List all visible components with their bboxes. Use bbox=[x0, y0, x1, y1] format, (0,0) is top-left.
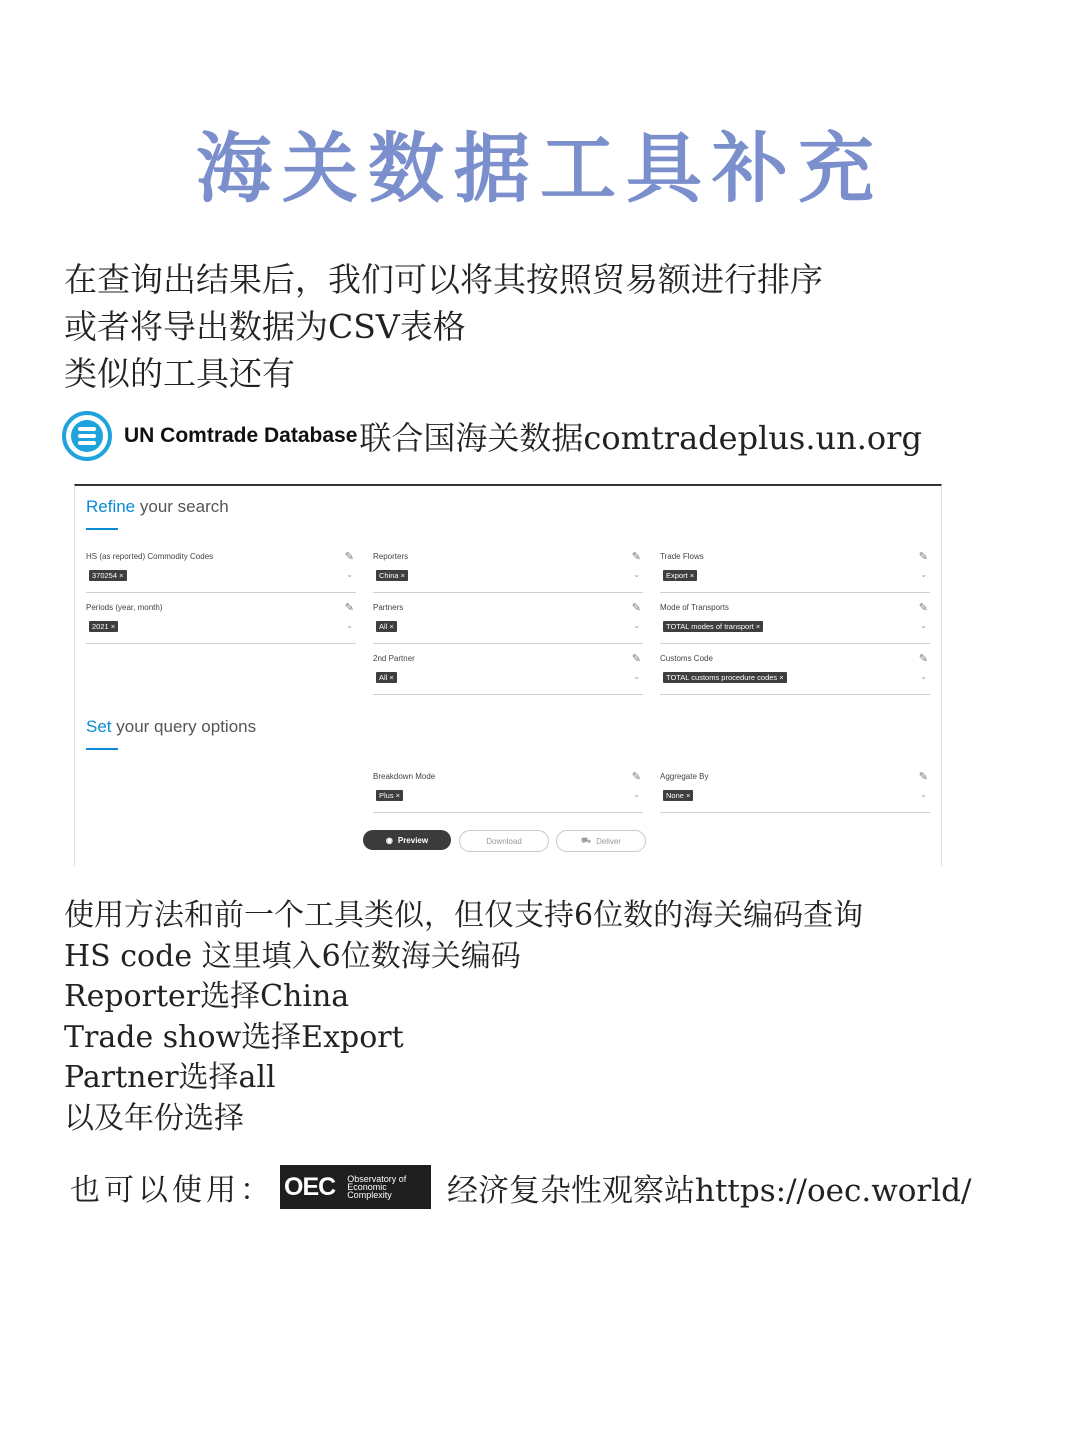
chevron-down-icon[interactable]: ⌄ bbox=[633, 672, 640, 681]
download-button[interactable] bbox=[459, 830, 549, 852]
query-options-heading: Set your query options bbox=[86, 717, 257, 736]
refine-underline bbox=[86, 528, 118, 530]
chip-none[interactable]: None × bbox=[663, 790, 693, 801]
field-label: Mode of Transports bbox=[660, 603, 729, 612]
intro-line: 或者将导出数据为CSV表格 bbox=[64, 307, 466, 346]
query-underline bbox=[86, 748, 118, 750]
intro-text bbox=[64, 256, 823, 397]
edit-icon[interactable]: ✎ bbox=[918, 551, 928, 563]
partners-field[interactable] bbox=[373, 599, 643, 644]
chevron-down-icon[interactable]: ⌄ bbox=[633, 621, 640, 630]
transport-mode-field[interactable] bbox=[660, 599, 930, 644]
chip-all[interactable]: All × bbox=[376, 621, 397, 632]
second-partner-field[interactable] bbox=[373, 650, 643, 695]
edit-icon[interactable]: ✎ bbox=[631, 771, 641, 783]
un-comtrade-row bbox=[62, 410, 922, 462]
chevron-down-icon[interactable]: ⌄ bbox=[346, 570, 353, 579]
preview-button[interactable] bbox=[363, 830, 451, 850]
usage-line: Partner选择all bbox=[64, 1060, 276, 1095]
edit-icon[interactable]: ✎ bbox=[344, 602, 354, 614]
usage-line: Reporter选择China bbox=[64, 979, 350, 1014]
reporters-field[interactable] bbox=[373, 548, 643, 593]
intro-line: 类似的工具还有 bbox=[64, 354, 295, 393]
chevron-down-icon[interactable]: ⌄ bbox=[633, 570, 640, 579]
chip-total-customs[interactable]: TOTAL customs procedure codes × bbox=[663, 672, 787, 683]
usage-line: 使用方法和前一个工具类似，但仅支持6位数的海关编码查询 bbox=[64, 898, 864, 933]
breakdown-mode-field[interactable] bbox=[373, 768, 643, 813]
chip-all[interactable]: All × bbox=[376, 672, 397, 683]
customs-code-field[interactable] bbox=[660, 650, 930, 695]
un-comtrade-logo-icon bbox=[62, 411, 112, 461]
oec-prefix: 也可以使用： bbox=[70, 1173, 274, 1208]
chip-export[interactable]: Export × bbox=[663, 570, 697, 581]
oec-row bbox=[70, 1164, 971, 1210]
download-label: Download bbox=[486, 836, 522, 846]
hs-code-field[interactable] bbox=[86, 548, 356, 593]
chip-plus[interactable]: Plus × bbox=[376, 790, 403, 801]
field-label: 2nd Partner bbox=[373, 654, 415, 663]
field-label: Aggregate By bbox=[660, 772, 709, 781]
field-label: Breakdown Mode bbox=[373, 772, 436, 781]
chevron-down-icon[interactable]: ⌄ bbox=[920, 570, 927, 579]
edit-icon[interactable]: ✎ bbox=[631, 551, 641, 563]
chip-china[interactable]: China × bbox=[376, 570, 408, 581]
deliver-button[interactable] bbox=[556, 830, 646, 852]
periods-field[interactable] bbox=[86, 599, 356, 644]
field-label: Partners bbox=[373, 603, 404, 612]
edit-icon[interactable]: ✎ bbox=[918, 653, 928, 665]
field-label: Trade Flows bbox=[660, 552, 704, 561]
edit-icon[interactable]: ✎ bbox=[918, 602, 928, 614]
eye-icon: ◉ bbox=[385, 835, 393, 845]
oec-logo bbox=[280, 1165, 431, 1209]
intro-line: 在查询出结果后，我们可以将其按照贸易额进行排序 bbox=[64, 260, 823, 299]
usage-line: 以及年份选择 bbox=[64, 1100, 244, 1136]
edit-icon[interactable]: ✎ bbox=[344, 551, 354, 563]
chevron-down-icon[interactable]: ⌄ bbox=[633, 790, 640, 799]
refine-search-heading: Refine your search bbox=[86, 497, 229, 516]
deliver-icon: ⛟ bbox=[581, 836, 592, 845]
comtrade-screenshot bbox=[74, 484, 942, 866]
chip-total-transport[interactable]: TOTAL modes of transport × bbox=[663, 621, 763, 632]
edit-icon[interactable]: ✎ bbox=[631, 653, 641, 665]
field-label: HS (as reported) Commodity Codes bbox=[86, 552, 214, 561]
chevron-down-icon[interactable]: ⌄ bbox=[920, 672, 927, 681]
edit-icon[interactable]: ✎ bbox=[918, 771, 928, 783]
field-label: Customs Code bbox=[660, 654, 713, 663]
preview-label: Preview bbox=[397, 835, 429, 845]
chip-2021[interactable]: 2021 × bbox=[89, 621, 118, 632]
chevron-down-icon[interactable]: ⌄ bbox=[920, 621, 927, 630]
oec-logo-mark: OEC bbox=[284, 1172, 336, 1201]
chip-370254[interactable]: 370254 × bbox=[89, 570, 127, 581]
field-label: Periods (year, month) bbox=[86, 603, 163, 612]
usage-text bbox=[64, 896, 863, 1139]
aggregate-by-field[interactable] bbox=[660, 768, 930, 813]
oec-logo-subtitle: Observatory of Economic Complexity bbox=[347, 1174, 407, 1200]
deliver-label: Deliver bbox=[596, 836, 621, 846]
edit-icon[interactable]: ✎ bbox=[631, 602, 641, 614]
un-comtrade-desc: 联合国海关数据comtradeplus.un.org bbox=[359, 419, 922, 457]
page-title: 海关数据工具补充 bbox=[196, 124, 884, 213]
field-label: Reporters bbox=[373, 552, 409, 561]
usage-line: HS code 这里填入6位数海关编码 bbox=[64, 938, 521, 974]
usage-line: Trade show选择Export bbox=[64, 1019, 404, 1055]
oec-desc: 经济复杂性观察站https://oec.world/ bbox=[447, 1172, 972, 1209]
un-comtrade-name: UN Comtrade Database bbox=[124, 424, 358, 447]
trade-flows-field[interactable] bbox=[660, 548, 930, 593]
chevron-down-icon[interactable]: ⌄ bbox=[920, 790, 927, 799]
chevron-down-icon[interactable]: ⌄ bbox=[346, 621, 353, 630]
